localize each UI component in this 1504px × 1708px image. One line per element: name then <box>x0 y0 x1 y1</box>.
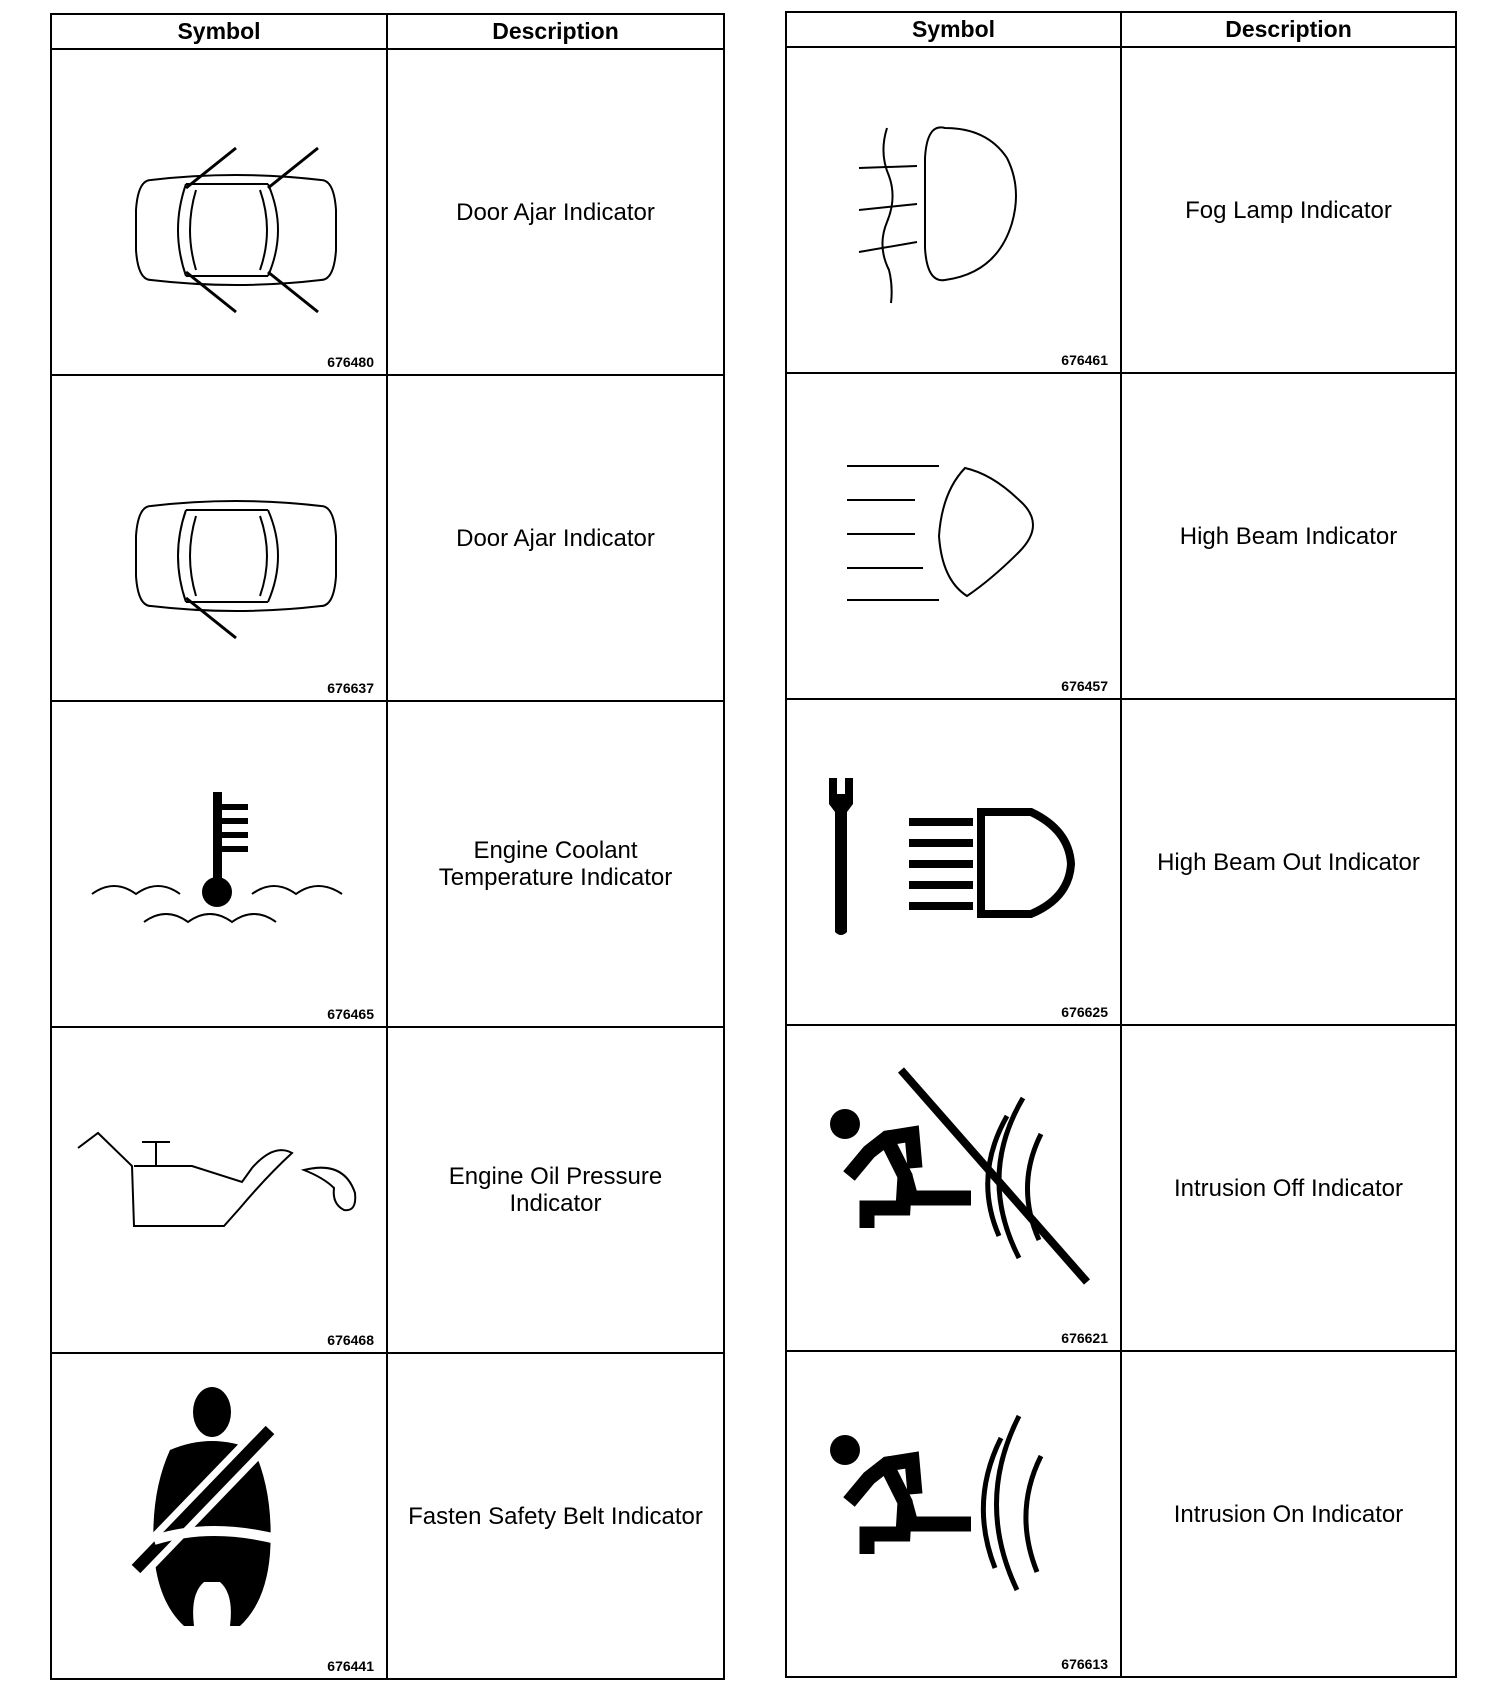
figure-id: 676637 <box>327 680 374 696</box>
table-header-row <box>51 14 724 49</box>
oil-can-icon <box>52 1028 388 1352</box>
figure-id: 676613 <box>1061 1656 1108 1672</box>
description-cell <box>387 701 724 1027</box>
table-row <box>51 701 724 1027</box>
seat-belt-person-icon <box>52 1354 388 1678</box>
table-row <box>51 1027 724 1353</box>
table-row <box>786 1351 1456 1677</box>
description-cell: Fasten Safety Belt Indicator <box>387 1353 724 1679</box>
description-text: Engine Coolant Temperature Indicator <box>438 837 673 891</box>
header-symbol: Symbol <box>51 14 387 49</box>
symbol-table-left <box>50 13 725 1680</box>
table-row <box>51 49 724 375</box>
symbol-cell <box>51 375 387 701</box>
table-row <box>786 699 1456 1025</box>
description-cell: High Beam Indicator <box>1121 373 1456 699</box>
symbol-cell <box>786 699 1121 1025</box>
header-symbol: Symbol <box>786 12 1121 47</box>
coolant-thermometer-icon <box>52 702 388 1026</box>
symbol-table-right <box>785 11 1457 1678</box>
table-row <box>786 47 1456 373</box>
description-cell: Door Ajar Indicator <box>387 375 724 701</box>
figure-id: 676625 <box>1061 1004 1108 1020</box>
description-cell: Door Ajar Indicator <box>387 49 724 375</box>
figure-id: 676465 <box>327 1006 374 1022</box>
symbol-cell <box>51 49 387 375</box>
figure-id: 676441 <box>327 1658 374 1674</box>
table-header-row <box>786 12 1456 47</box>
figure-id: 676468 <box>327 1332 374 1348</box>
intrusion-on-icon <box>787 1352 1122 1676</box>
table-row <box>786 373 1456 699</box>
symbol-cell <box>51 1027 387 1353</box>
figure-id: 676480 <box>327 354 374 370</box>
table-row <box>51 1353 724 1679</box>
symbol-cell <box>786 373 1121 699</box>
symbol-cell <box>786 47 1121 373</box>
figure-id: 676461 <box>1061 352 1108 368</box>
symbol-cell <box>51 701 387 1027</box>
symbol-cell <box>786 1351 1121 1677</box>
intrusion-off-icon <box>787 1026 1122 1350</box>
car-all-doors-open-icon <box>52 50 388 374</box>
symbol-cell <box>51 1353 387 1679</box>
description-cell: Fog Lamp Indicator <box>1121 47 1456 373</box>
table-row <box>51 375 724 701</box>
high-beam-icon <box>787 374 1122 698</box>
figure-id: 676457 <box>1061 678 1108 694</box>
symbol-cell <box>786 1025 1121 1351</box>
table-row <box>786 1025 1456 1351</box>
description-cell <box>387 1027 724 1353</box>
fog-lamp-icon <box>787 48 1122 372</box>
header-description: Description <box>387 14 724 49</box>
description-cell: High Beam Out Indicator <box>1121 699 1456 1025</box>
car-one-door-open-icon <box>52 376 388 700</box>
description-cell: Intrusion Off Indicator <box>1121 1025 1456 1351</box>
figure-id: 676621 <box>1061 1330 1108 1346</box>
description-text: Engine Oil Pressure Indicator <box>448 1163 663 1217</box>
description-cell: Intrusion On Indicator <box>1121 1351 1456 1677</box>
header-description: Description <box>1121 12 1456 47</box>
high-beam-out-wrench-icon <box>787 700 1122 1024</box>
